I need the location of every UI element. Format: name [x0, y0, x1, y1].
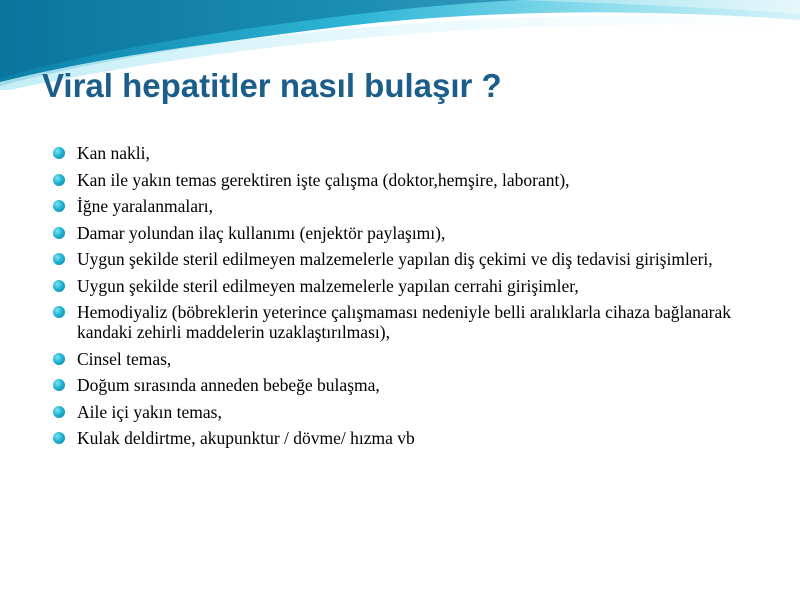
round-bullet-icon	[53, 227, 65, 239]
bullet-list	[53, 143, 753, 455]
round-bullet-icon	[53, 174, 65, 186]
list-item	[53, 276, 753, 296]
list-item	[53, 402, 753, 422]
round-bullet-icon	[53, 200, 65, 212]
list-item	[53, 428, 753, 448]
list-item	[53, 349, 753, 369]
round-bullet-icon	[53, 147, 65, 159]
round-bullet-icon	[53, 306, 65, 318]
bullet-text: Kulak deldirtme, akupunktur / dövme/ hızma vb	[77, 428, 415, 448]
round-bullet-icon	[53, 432, 65, 444]
list-item	[53, 223, 753, 243]
bullet-text: Damar yolundan ilaç kullanımı (enjektör paylaşımı),	[77, 222, 446, 243]
bullet-text: Hemodiyaliz (böbreklerin yeterince çalışmaması nedeniyle belli aralıklarla cihaza bağlanarak kandaki zehirli maddelerin uzaklaştırılması),	[77, 302, 731, 342]
slide-title: Viral hepatitler nasıl bulaşır ?	[42, 67, 502, 104]
list-item	[53, 375, 753, 395]
bullet-text: Doğum sırasında anneden bebeğe bulaşma,	[77, 375, 380, 395]
bullet-text: İğne yaralanmaları,	[77, 196, 214, 216]
list-item	[53, 143, 753, 163]
list-item	[53, 196, 753, 216]
round-bullet-icon	[53, 280, 65, 292]
round-bullet-icon	[53, 379, 65, 391]
bullet-text: Kan nakli,	[77, 143, 150, 163]
round-bullet-icon	[53, 353, 65, 365]
round-bullet-icon	[53, 406, 65, 418]
round-bullet-icon	[53, 253, 65, 265]
bullet-text: Uygun şekilde steril edilmeyen malzemelerle yapılan diş çekimi ve diş tedavisi girişimleri,	[77, 249, 713, 269]
bullet-text: Uygun şekilde steril edilmeyen malzemelerle yapılan cerrahi girişimler,	[77, 275, 579, 296]
list-item	[53, 249, 753, 269]
bullet-text: Aile içi yakın temas,	[77, 401, 222, 422]
bullet-text: Cinsel temas,	[77, 348, 172, 369]
list-item	[53, 302, 753, 342]
list-item	[53, 170, 753, 190]
bullet-text: Kan ile yakın temas gerektiren işte çalışma (doktor,hemşire, laborant),	[77, 169, 570, 190]
